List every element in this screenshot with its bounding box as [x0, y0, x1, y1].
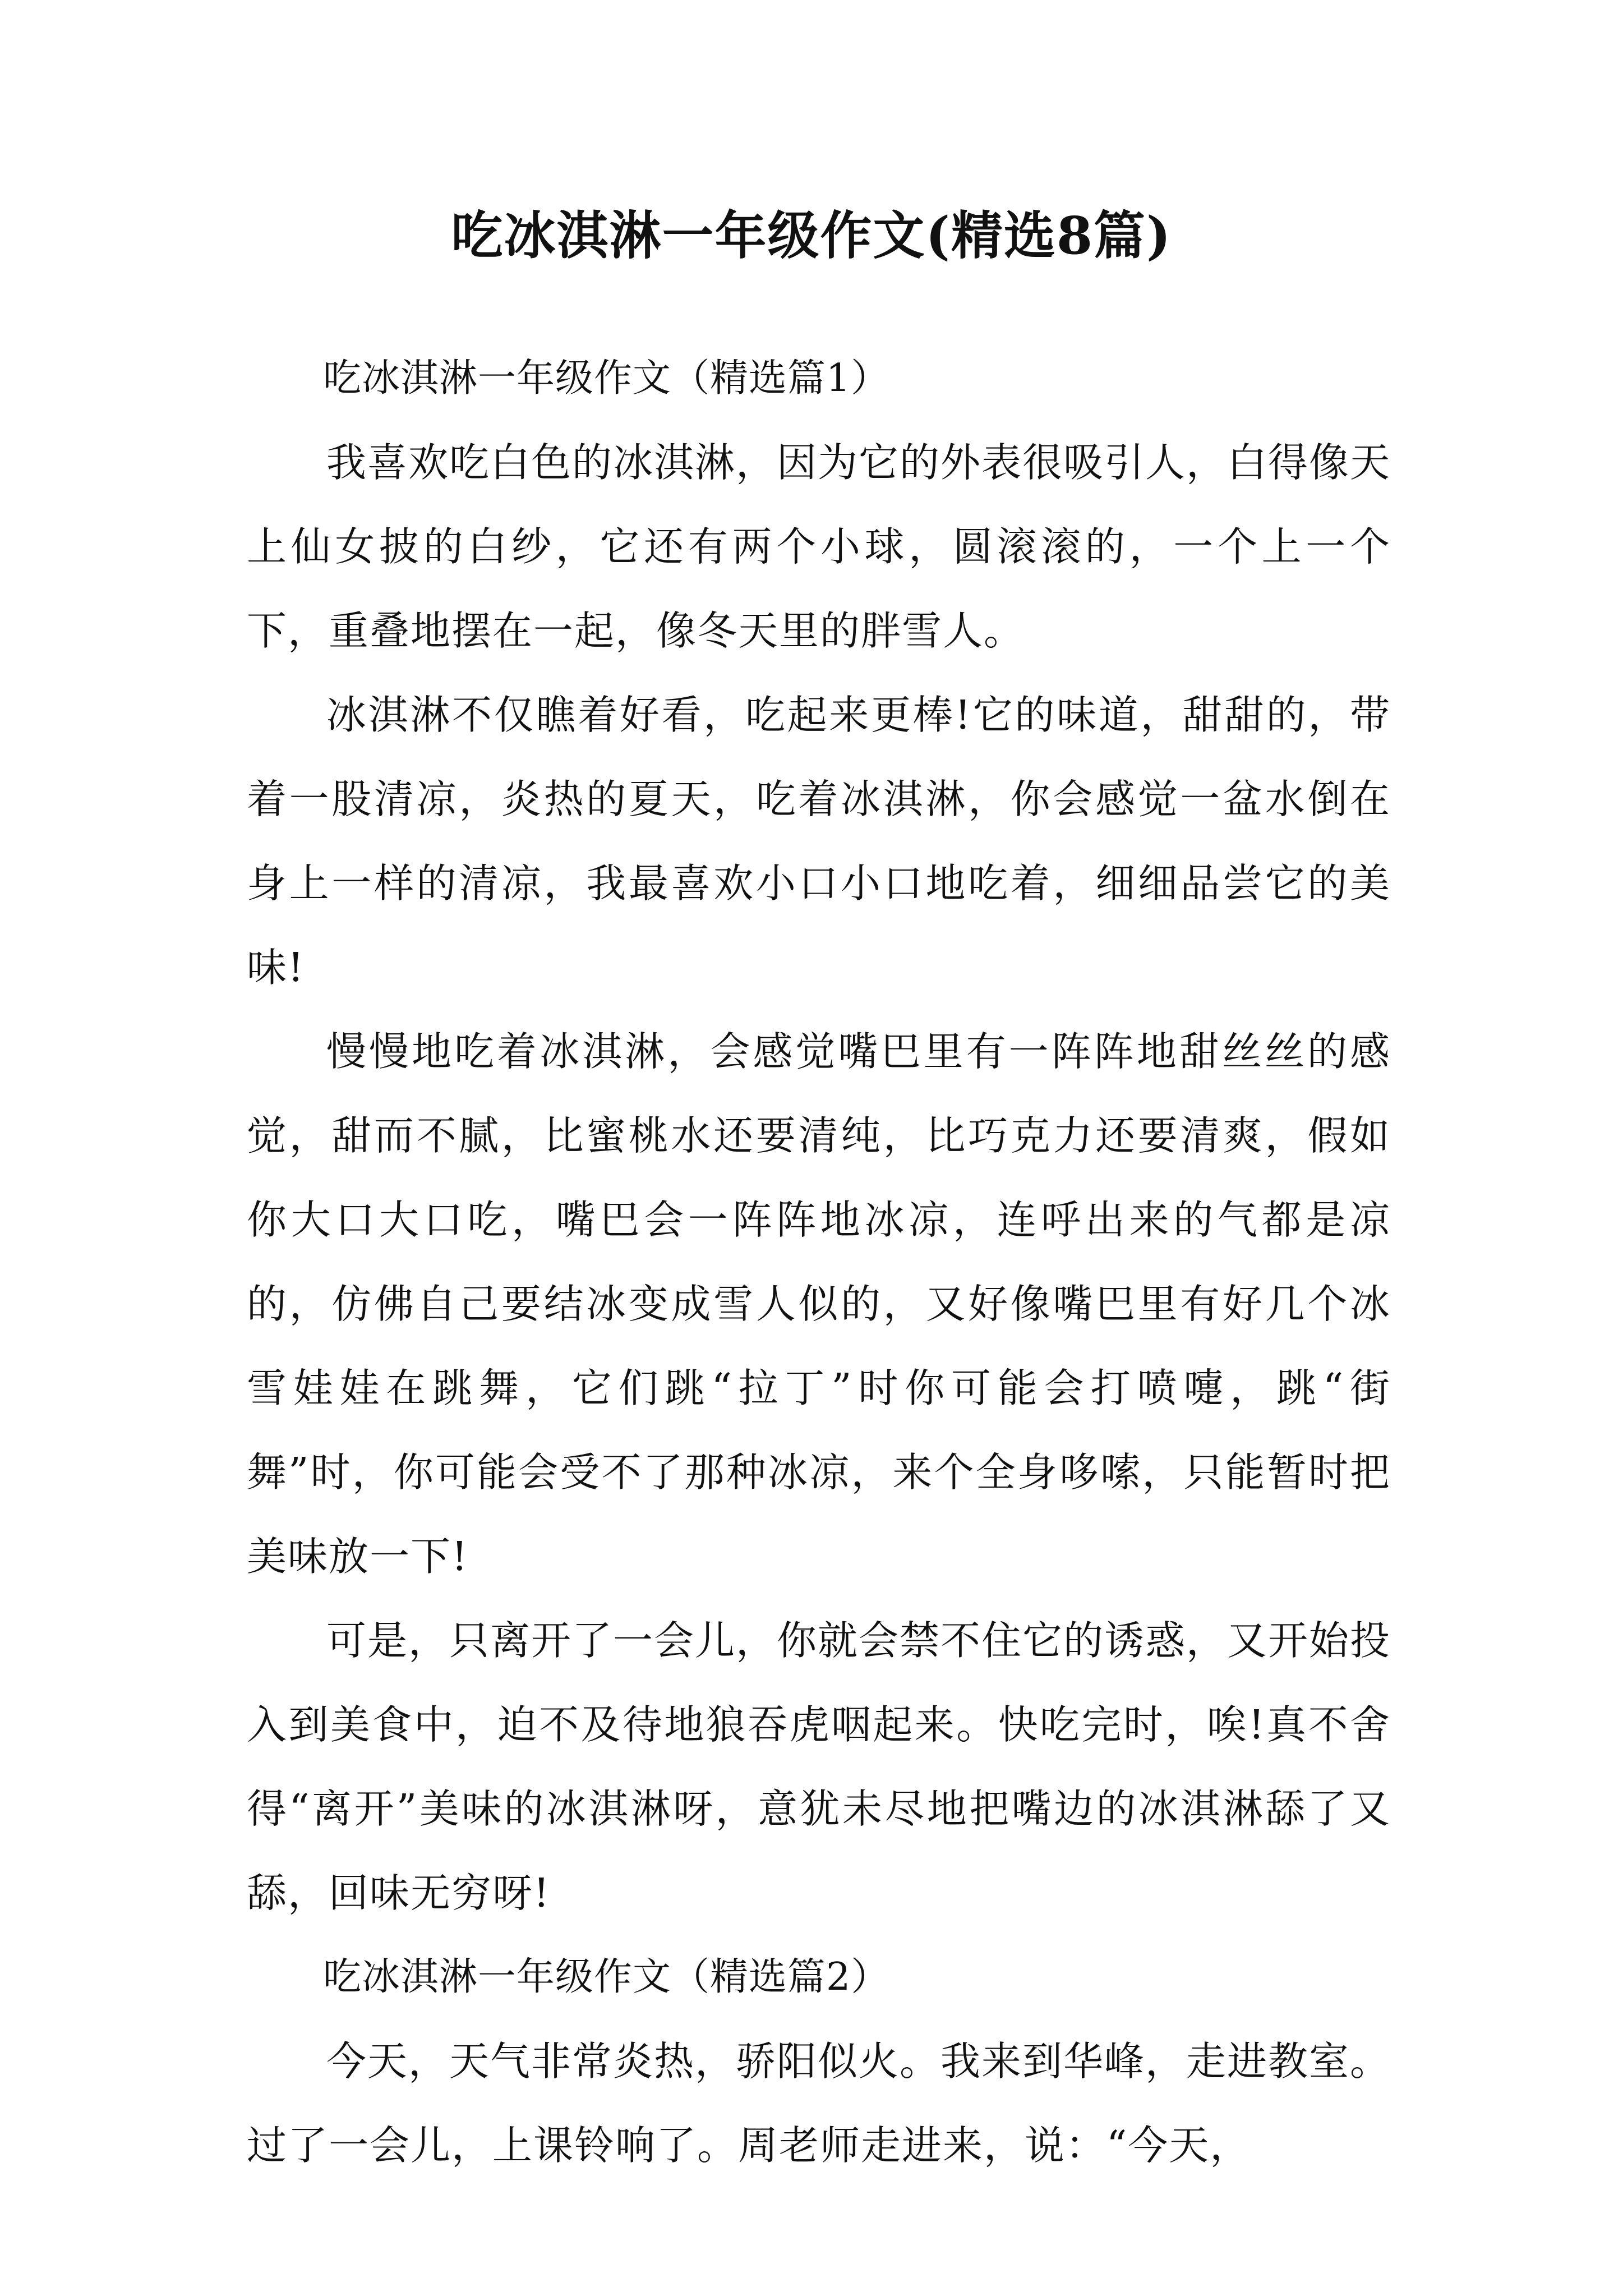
paragraph: 慢慢地吃着冰淇淋，会感觉嘴巴里有一阵阵地甜丝丝的感觉，甜而不腻，比蜜桃水还要清纯，比巧克力还要清爽，假如你大口大口吃，嘴巴会一阵阵地冰凉，连呼出来的气都是凉的，仿佛自己要结冰变成雪人似的，又好像嘴巴里有好几个冰雪娃娃在跳舞，它们跳“拉丁”时你可能会打喷嚏，跳“街舞”时，你可能会受不了那种冰凉，来个全身哆嗦，只能暂时把美味放一下!	[247, 1028, 1391, 1580]
document-body	[247, 337, 1391, 2188]
section-heading: 吃冰淇淋一年级作文（精选篇1）	[323, 356, 890, 401]
paragraph: 可是，只离开了一会儿，你就会禁不住它的诱惑，又开始投入到美食中，迫不及待地狼吞虎咽起来。快吃完时，唉!真不舍得“离开”美味的冰淇淋呀，意犹未尽地把嘴边的冰淇淋舔了又舔，回味无穷呀!	[247, 1617, 1391, 1916]
section-heading: 吃冰淇淋一年级作文（精选篇2）	[323, 1955, 890, 1999]
paragraph: 我喜欢吃白色的冰淇淋，因为它的外表很吸引人，白得像天上仙女披的白纱，它还有两个小球，圆滚滚的，一个上一个下，重叠地摆在一起，像冬天里的胖雪人。	[247, 439, 1391, 654]
document-title: 吃冰淇淋一年级作文(精选8篇)	[451, 205, 1172, 266]
paragraph: 今天，天气非常炎热，骄阳似火。我来到华峰，走进教室。过了一会儿，上课铃响了。周老师走进来，说：“今天，	[247, 2038, 1391, 2169]
paragraph: 冰淇淋不仅瞧着好看，吃起来更棒!它的味道，甜甜的，带着一股清凉，炎热的夏天，吃着冰淇淋，你会感觉一盆水倒在身上一样的清凉，我最喜欢小口小口地吃着，细细品尝它的美味!	[247, 692, 1391, 991]
